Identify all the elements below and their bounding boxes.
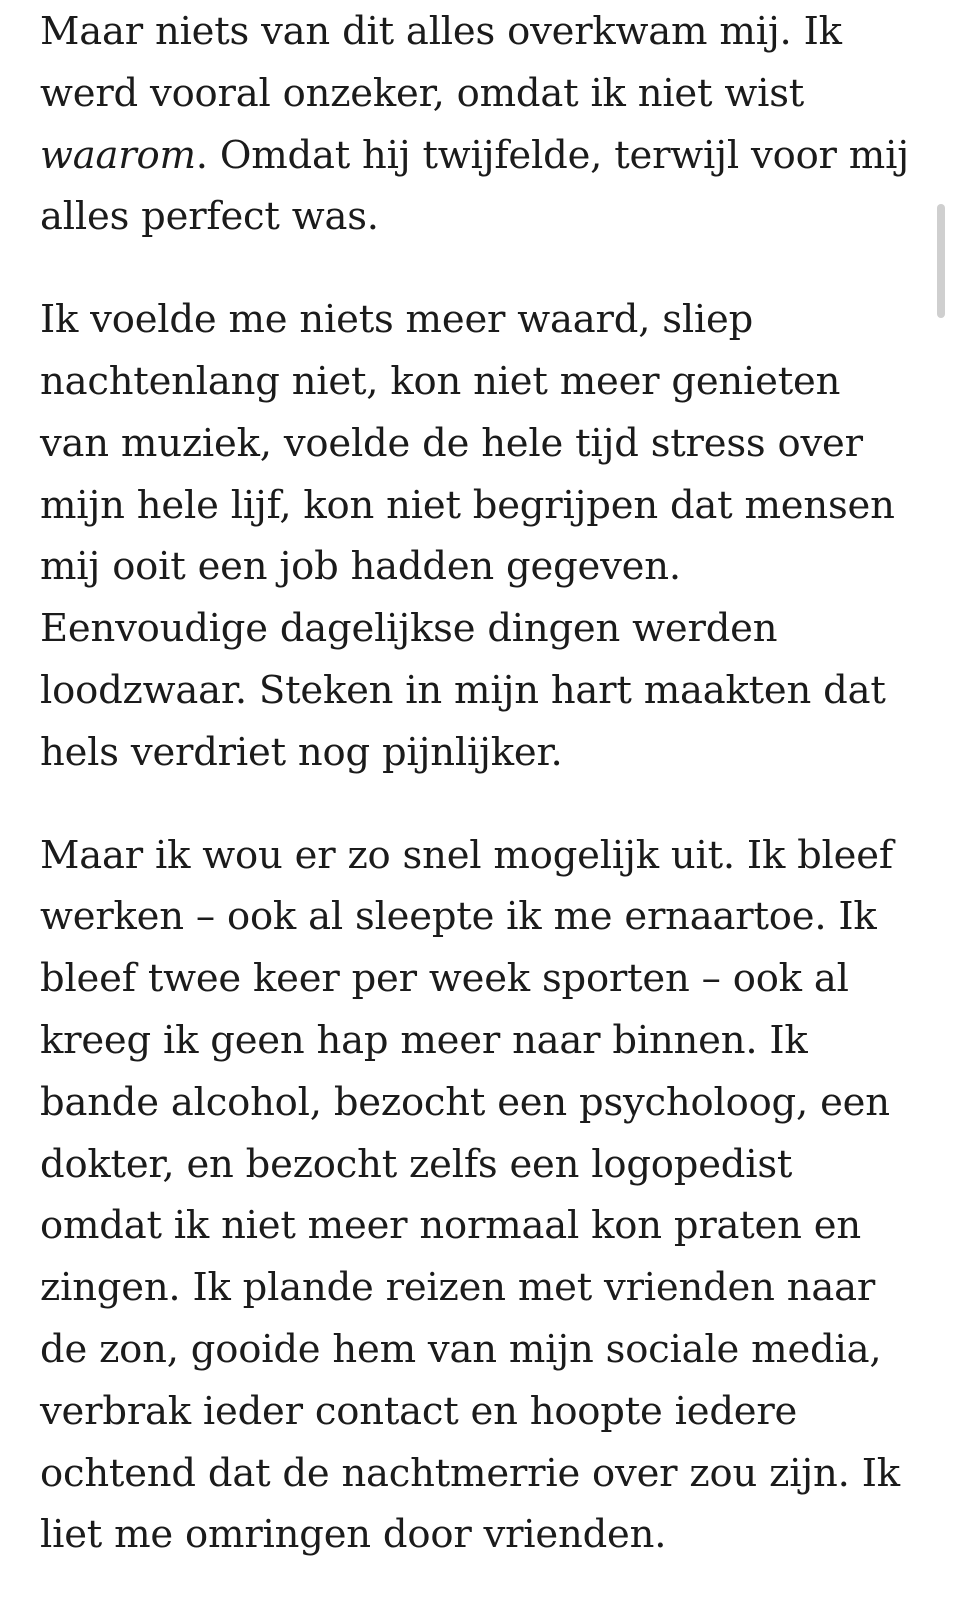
emphasized-word: waarom xyxy=(40,132,196,178)
paragraph-text: Maar niets van dit alles overkwam mij. Ik werd vooral onzeker, omdat ik niet wist xyxy=(40,9,842,116)
scrollbar-thumb[interactable] xyxy=(937,204,945,318)
article-body xyxy=(40,0,920,1607)
paragraph: Maar ik wou er zo snel mogelijk uit. Ik bleef werken – ook al sleepte ik me ernaartoe. Ik bleef twee keer per week sporten – ook al kreeg ik geen hap meer naar binnen. Ik bande alcohol, bezocht een psycholoog, een dokter, en bezocht zelfs een logopedist omdat ik niet meer normaal kon praten en zingen. Ik plande reizen met vrienden naar de zon, gooide hem van mijn sociale media, verbrak ieder contact en hoopte iedere ochtend dat de nachtmerrie over zou zijn. Ik liet me omringen door vrienden. xyxy=(40,832,900,1558)
paragraph xyxy=(40,1,920,248)
paragraph-text: . Omdat hij twijfelde, terwijl voor mij alles perfect was. xyxy=(40,132,909,240)
paragraph: Ik voelde me niets meer waard, sliep nachtenlang niet, kon niet meer genieten van muziek, voelde de hele tijd stress over mijn hele lijf, kon niet begrijpen dat mensen mij ooit een job hadden gegeven. Eenvoudige dagelijkse dingen werden loodzwaar. Steken in mijn hart maakten dat hels verdriet nog pijnlijker. xyxy=(40,297,895,775)
